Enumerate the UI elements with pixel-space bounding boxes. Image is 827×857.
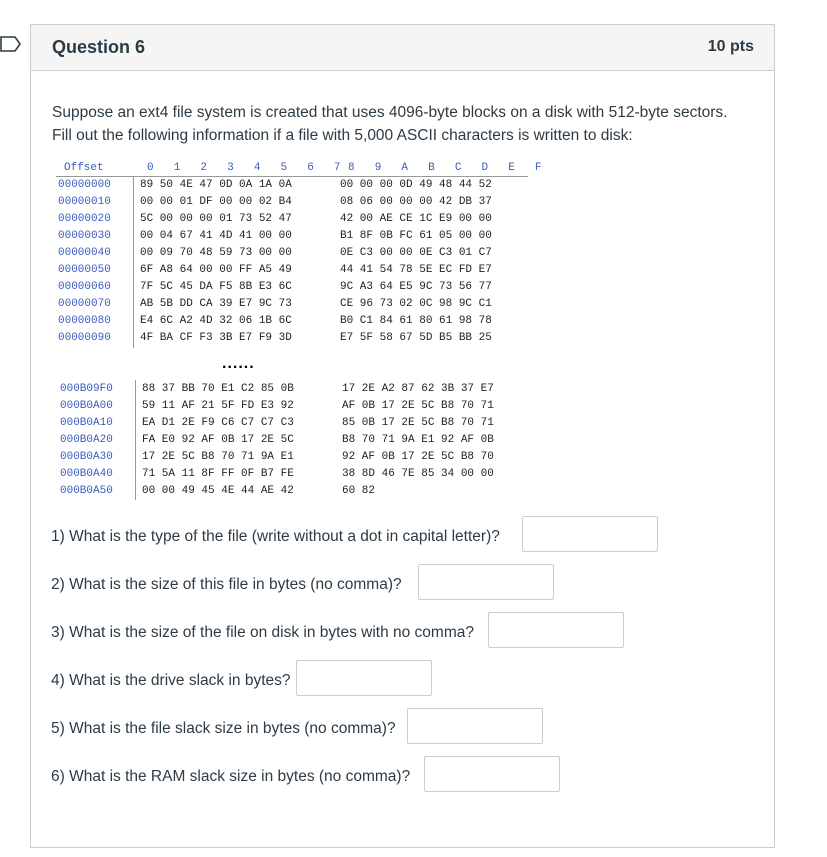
hex-divider-bottom [135,380,136,500]
hex-bytes-row: 17 2E A2 87 62 3B 37 E7 [342,383,494,395]
hex-bytes-row: 92 AF 0B 17 2E 5C B8 70 [342,451,494,463]
hex-offset: 00000000 [58,179,111,191]
hex-offset: 00000080 [58,315,111,327]
answer-3-input[interactable] [488,612,624,648]
hex-offset: 00000090 [58,332,111,344]
hex-bytes-row: EA D1 2E F9 C6 C7 C7 C3 [142,417,294,429]
hex-bytes-row: 60 82 [342,485,376,497]
hex-bytes-row: 59 11 AF 21 5F FD E3 92 [142,400,294,412]
prompt-line-2: Fill out the following information if a file with 5,000 ASCII characters is written to disk: [52,127,633,144]
hex-bytes-row: AF 0B 17 2E 5C B8 70 71 [342,400,494,412]
hex-bytes-row: 00 00 01 DF 00 00 02 B4 [140,196,292,208]
hex-offset: 00000060 [58,281,111,293]
hex-bottom-offsets [60,381,113,500]
hex-bytes-row: B0 C1 84 61 80 61 98 78 [340,315,492,327]
hex-offset: 000B0A50 [60,485,113,497]
question-header [31,25,774,71]
question-6-label: 6) What is the RAM slack size in bytes (no comma)? [51,768,411,785]
hex-bytes-row: 00 09 70 48 59 73 00 00 [140,247,292,259]
hex-offset: 00000020 [58,213,111,225]
question-3-label: 3) What is the size of the file on disk in bytes with no comma? [51,624,474,641]
question-1-label: 1) What is the type of the file (write without a dot in capital letter)? [51,528,500,545]
hex-bytes-row: B8 70 71 9A E1 92 AF 0B [342,434,494,446]
hex-bytes-row: E4 6C A2 4D 32 06 1B 6C [140,315,292,327]
hex-bytes-row: 17 2E 5C B8 70 71 9A E1 [142,451,294,463]
hex-offset: 00000040 [58,247,111,259]
hex-bytes-row: 44 41 54 78 5E EC FD E7 [340,264,492,276]
hex-top-offsets [58,177,111,347]
hex-bytes-row: 85 0B 17 2E 5C B8 70 71 [342,417,494,429]
hex-header-offset: Offset [64,162,104,174]
question-points: 10 pts [707,38,754,55]
hex-offset: 000B0A20 [60,434,113,446]
hex-offset: 000B0A10 [60,417,113,429]
hex-bytes-row: 9C A3 64 E5 9C 73 56 77 [340,281,492,293]
question-prompt [52,101,762,147]
question-5-label: 5) What is the file slack size in bytes (no comma)? [51,720,396,737]
hex-bottom-bytes-left [142,381,294,500]
hex-bytes-row: 7F 5C 45 DA F5 8B E3 6C [140,281,292,293]
hex-bytes-row: 89 50 4E 47 0D 0A 1A 0A [140,179,292,191]
question-4-label: 4) What is the drive slack in bytes? [51,672,291,689]
question-2-label: 2) What is the size of this file in bytes (no comma)? [51,576,402,593]
prompt-line-1: Suppose an ext4 file system is created that uses 4096-byte blocks on a disk with 512-byte sectors. [52,104,728,121]
hex-offset: 000B0A30 [60,451,113,463]
hex-offset: 00000050 [58,264,111,276]
hex-top-bytes-right [340,177,492,347]
hex-bytes-row: 38 8D 46 7E 85 34 00 00 [342,468,494,480]
hex-divider-top [133,177,134,348]
answer-4-input[interactable] [296,660,432,696]
hex-offset: 00000010 [58,196,111,208]
answer-2-input[interactable] [418,564,554,600]
answer-6-input[interactable] [424,756,560,792]
hex-offset: 000B0A40 [60,468,113,480]
hex-offset: 000B09F0 [60,383,113,395]
hex-offset: 00000030 [58,230,111,242]
hex-bytes-row: 71 5A 11 8F FF 0F B7 FE [142,468,294,480]
hex-bytes-row: 00 00 49 45 4E 44 AE 42 [142,485,294,497]
hex-bytes-row: 42 00 AE CE 1C E9 00 00 [340,213,492,225]
hex-bytes-row: 00 00 00 0D 49 48 44 52 [340,179,492,191]
hex-bytes-row: E7 5F 58 67 5D B5 BB 25 [340,332,492,344]
hex-bottom-bytes-right [342,381,494,500]
hex-ellipsis: ...... [222,355,255,372]
flag-question-icon[interactable] [0,36,22,52]
hex-bytes-row: 4F BA CF F3 3B E7 F9 3D [140,332,292,344]
answer-5-input[interactable] [407,708,543,744]
hex-bytes-row: AB 5B DD CA 39 E7 9C 73 [140,298,292,310]
hex-bytes-row: 6F A8 64 00 00 FF A5 49 [140,264,292,276]
hex-header-cols-left: 0 1 2 3 4 5 6 7 [147,162,343,174]
hex-top-bytes-left [140,177,292,347]
hex-bytes-row: 88 37 BB 70 E1 C2 85 0B [142,383,294,395]
hex-bytes-row: FA E0 92 AF 0B 17 2E 5C [142,434,294,446]
hex-bytes-row: 0E C3 00 00 0E C3 01 C7 [340,247,492,259]
hex-header-cols-right: 8 9 A B C D E F [348,162,544,174]
hex-offset: 000B0A00 [60,400,113,412]
answer-1-input[interactable] [522,516,658,552]
hex-bytes-row: 5C 00 00 00 01 73 52 47 [140,213,292,225]
hex-offset: 00000070 [58,298,111,310]
hex-bytes-row: CE 96 73 02 0C 98 9C C1 [340,298,492,310]
hex-bytes-row: B1 8F 0B FC 61 05 00 00 [340,230,492,242]
question-title: Question 6 [52,37,146,57]
hex-bytes-row: 00 04 67 41 4D 41 00 00 [140,230,292,242]
hex-bytes-row: 08 06 00 00 00 42 DB 37 [340,196,492,208]
